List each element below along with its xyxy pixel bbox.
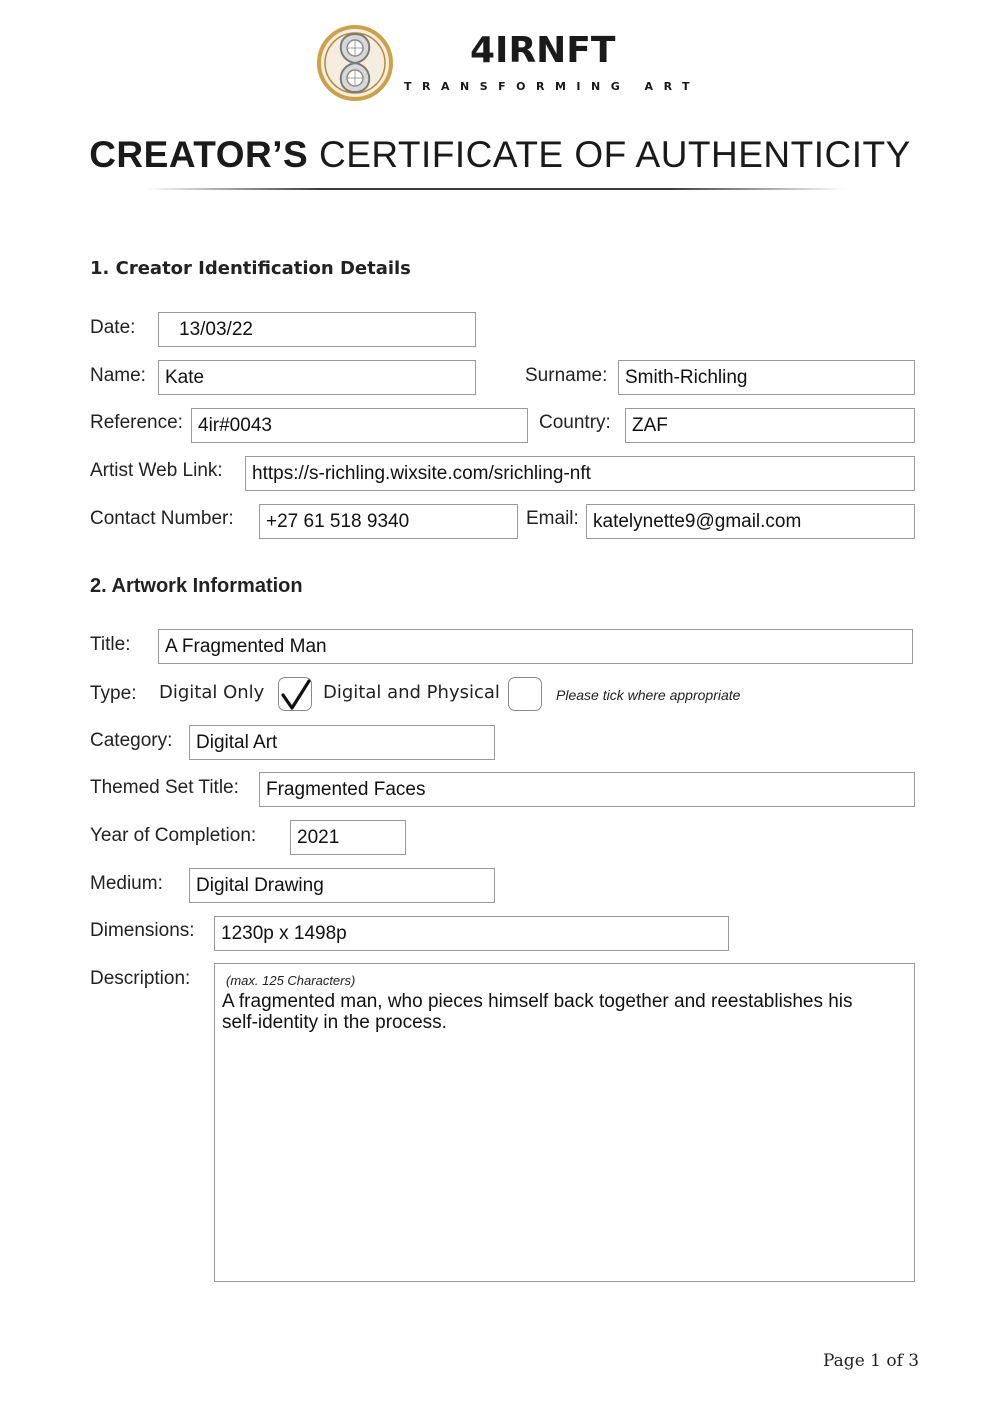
title-divider <box>145 188 845 190</box>
type-label: Type: <box>90 683 137 704</box>
title-field[interactable]: A Fragmented Man <box>158 629 913 664</box>
page-number: Page 1 of 3 <box>823 1351 920 1371</box>
description-field[interactable] <box>214 963 915 1282</box>
description-text: A fragmented man, who pieces himself back together and reestablishes his self-identity in the process. <box>222 991 853 1033</box>
section-heading-creator: 1. Creator Identification Details <box>90 258 411 279</box>
category-field[interactable]: Digital Art <box>189 725 495 760</box>
surname-field[interactable]: Smith-Richling <box>618 360 915 395</box>
web-link-field[interactable]: https://s-richling.wixsite.com/srichling-nft <box>245 456 915 491</box>
medium-field[interactable]: Digital Drawing <box>189 868 495 903</box>
name-label: Name: <box>90 365 146 386</box>
reference-field[interactable]: 4ir#0043 <box>191 408 528 443</box>
brand-logo-icon <box>316 24 394 102</box>
reference-label: Reference: <box>90 412 183 433</box>
title-rest: CERTIFICATE OF AUTHENTICITY <box>318 134 911 175</box>
title-bold: CREATOR’S <box>89 134 309 175</box>
brand-name: 4IRNFT <box>470 30 616 71</box>
type-hint: Please tick where appropriate <box>556 687 741 703</box>
themed-set-label: Themed Set Title: <box>90 777 239 798</box>
country-field[interactable]: ZAF <box>625 408 915 443</box>
dimensions-field[interactable]: 1230p x 1498p <box>214 916 729 951</box>
type-option-digital-label: Digital Only <box>159 682 265 703</box>
date-field[interactable]: 13/03/22 <box>158 312 476 347</box>
page-title <box>0 134 1000 176</box>
type-option-physical-label: Digital and Physical <box>323 682 500 703</box>
email-field[interactable]: katelynette9@gmail.com <box>586 504 915 539</box>
type-digital-checkbox[interactable] <box>278 677 312 711</box>
dimensions-label: Dimensions: <box>90 920 195 941</box>
category-label: Category: <box>90 730 173 751</box>
contact-label: Contact Number: <box>90 508 234 529</box>
themed-set-field[interactable]: Fragmented Faces <box>259 772 915 807</box>
email-label: Email: <box>526 508 579 529</box>
description-label: Description: <box>90 968 191 989</box>
description-hint: (max. 125 Characters) <box>226 973 356 988</box>
year-label: Year of Completion: <box>90 825 257 846</box>
contact-field[interactable]: +27 61 518 9340 <box>259 504 518 539</box>
checkmark-icon <box>279 678 313 712</box>
brand-tagline: TRANSFORMING ART <box>404 80 701 93</box>
web-link-label: Artist Web Link: <box>90 460 223 481</box>
country-label: Country: <box>539 412 611 433</box>
surname-label: Surname: <box>525 365 608 386</box>
date-label: Date: <box>90 317 136 338</box>
name-field[interactable]: Kate <box>158 360 476 395</box>
title-label: Title: <box>90 634 131 655</box>
section-heading-artwork: 2. Artwork Information <box>90 575 303 597</box>
year-field[interactable]: 2021 <box>290 820 406 855</box>
type-physical-checkbox[interactable] <box>508 677 542 711</box>
medium-label: Medium: <box>90 873 163 894</box>
